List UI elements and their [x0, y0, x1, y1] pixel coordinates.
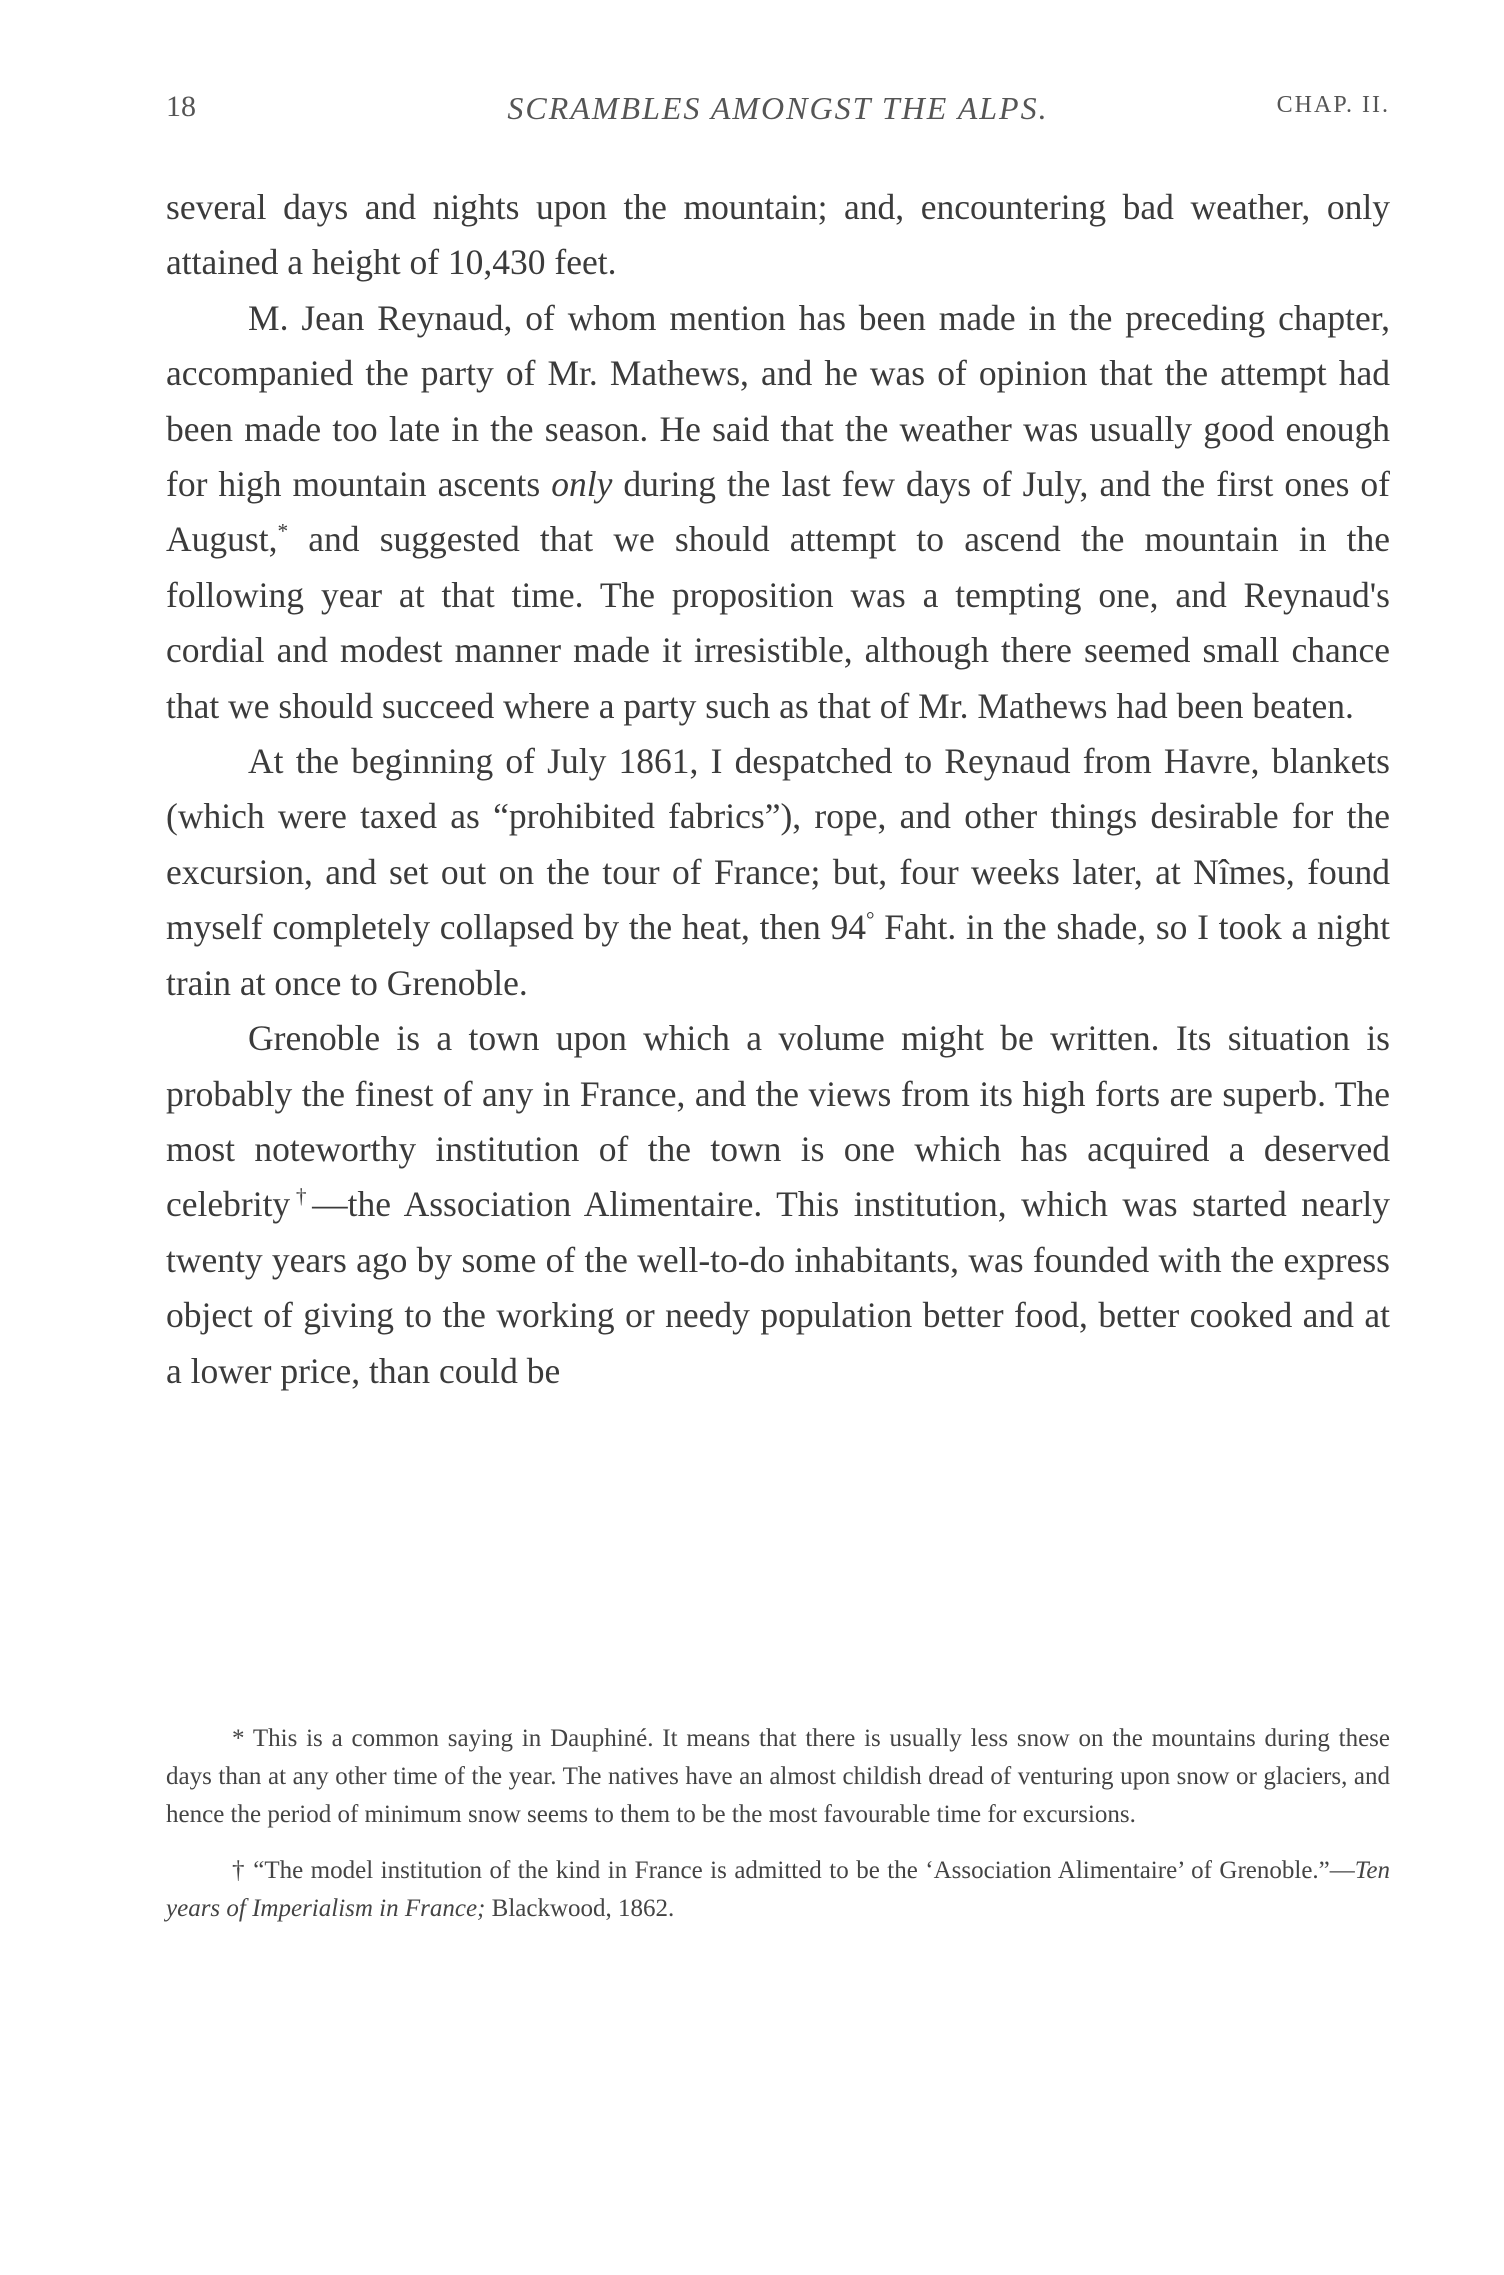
paragraph: Grenoble is a town upon which a volume might be written. Its situation is probably the finest of any in France, and the views from its high forts are superb. The most noteworthy institution of the town is one which has acquired a deserved celebrity†—the Association Alimentaire. This institution, which was started nearly twenty years ago by some of the well-to-do inhabitants, was founded with the express object of giving to the working or needy population better food, better cooked and at a lower price, than could be — [166, 1018, 1391, 1391]
footnote-mark: † — [232, 1857, 246, 1884]
paragraph: several days and nights upon the mountain; and, encountering bad weather, only attained a height of 10,430 feet. — [166, 187, 1390, 283]
footnote-marker: * — [277, 519, 289, 544]
chapter-label: CHAP. II. — [1276, 92, 1390, 118]
page-header — [166, 90, 1390, 140]
footnotes — [166, 1720, 1390, 1928]
body-text — [166, 180, 1390, 1399]
footnote-mark: * — [232, 1725, 245, 1752]
footnote: † “The model institution of the kind in France is admitted to be the ‘Association Alimentaire’ of Grenoble.”—Ten years of Imperialism in France; Blackwood, 1862. — [166, 1857, 1390, 1922]
emphasis: only — [551, 464, 613, 505]
paragraph: At the beginning of July 1861, I despatched to Reynaud from Havre, blankets (which were taxed as “prohibited fabrics”), rope, and other things desirable for the excursion, and set out on the tour of France; but, four weeks later, at Nîmes, found myself completely collapsed by the heat, then 94° Faht. in the shade, so I took a night train at once to Grenoble. — [166, 741, 1390, 1003]
running-title: SCRAMBLES AMONGST THE ALPS. — [507, 90, 1049, 126]
degree-sign: ° — [866, 907, 875, 932]
paragraph: M. Jean Reynaud, of whom mention has been made in the preceding chapter, accompanied the party of Mr. Mathews, and he was of opinion that the attempt had been made too late in the season. He said that the weather was usually good enough for high mountain ascents only during the last few days of July, and the first ones of August,* and suggested that we should attempt to ascend the mountain in the following year at that time. The proposition was a tempting one, and Reynaud's cordial and modest manner made it irresistible, although there seemed small chance that we should succeed where a party such as that of Mr. Mathews had been beaten. — [166, 297, 1390, 726]
page-number: 18 — [166, 90, 196, 123]
footnote-marker: † — [290, 1184, 313, 1209]
footnote: * This is a common saying in Dauphiné. It means that there is usually less snow on the mountains during these days than at any other time of the year. The natives have an almost childish dread of venturing upon snow or glaciers, and hence the period of minimum snow seems to them to be the most favourable time for excursions. — [166, 1725, 1390, 1828]
citation-title: Ten years of Imperialism in France; — [166, 1857, 1390, 1922]
